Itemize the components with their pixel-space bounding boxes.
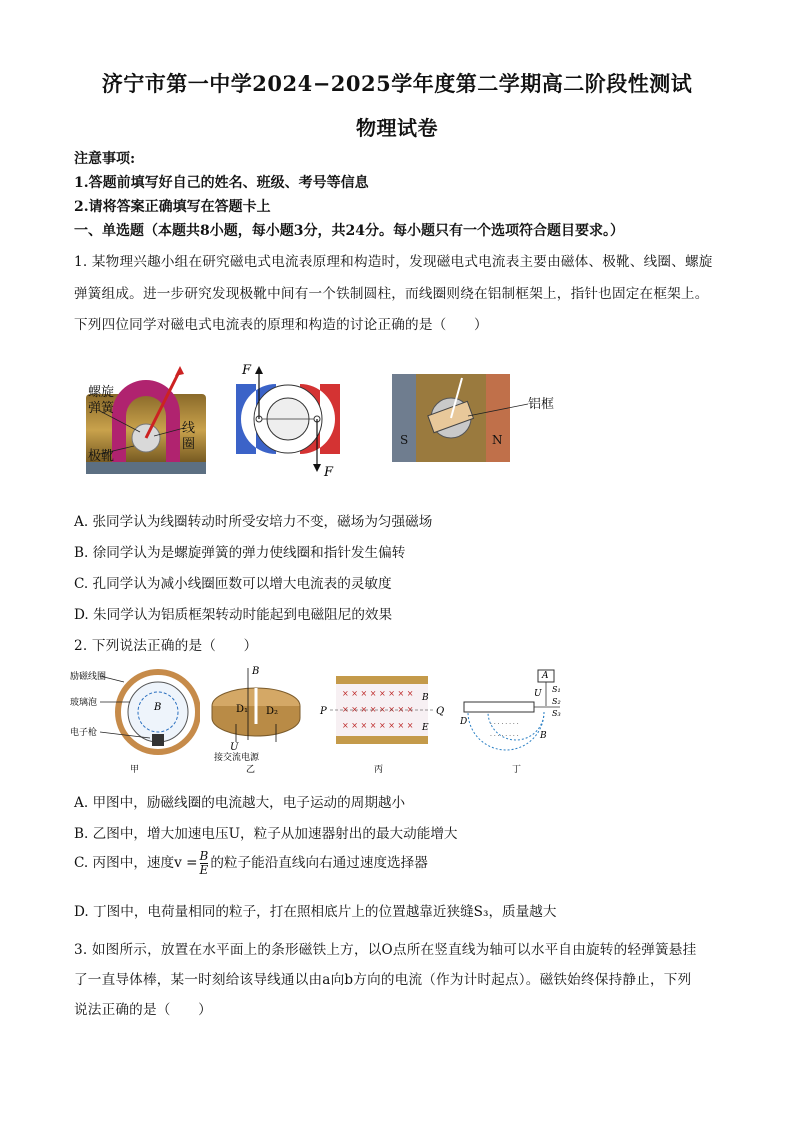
svg-text:× × × × × × × ×: × × × × × × × ×	[342, 721, 414, 730]
q2-option-c-denominator: E	[199, 863, 209, 877]
svg-text:× × × × × × × ×: × × × × × × × ×	[342, 705, 414, 714]
q1-line-3: 下列四位同学对磁电式电流表的原理和构造的讨论正确的是（ ）	[74, 317, 488, 333]
q2-bing-label-p: P	[320, 706, 327, 717]
q1-figure-radial-field	[232, 362, 344, 480]
q2-bing-label-b: B	[422, 693, 429, 703]
q1-line-2: 弹簧组成。进一步研究发现极靴中间有一个铁制圆柱，而线圈则绕在铝制框架上，指针也固定在框架上。	[74, 286, 709, 302]
q2-yi-label-d1: D₁	[236, 704, 249, 715]
notice-item-1: 1.答题前填写好自己的姓名、班级、考号等信息	[74, 175, 369, 191]
q2-figure-ding	[460, 664, 580, 776]
q2-option-a: A. 甲图中，励磁线圈的电流越大，电子运动的周期越小	[74, 795, 406, 811]
q1-label-shoe: 极靴	[88, 449, 115, 464]
notice-item-2: 2.请将答案正确填写在答题卡上	[74, 199, 271, 215]
q2-ding-caption: 丁	[512, 765, 522, 775]
q1-label-spring-1: 螺旋	[88, 385, 115, 400]
q2-option-b: B. 乙图中，增大加速电压U，粒子从加速器射出的最大动能增大	[74, 826, 458, 842]
svg-text:· · · · · · · ·: · · · · · · · ·	[490, 721, 519, 728]
q2-stem: 2. 下列说法正确的是（ ）	[74, 638, 258, 654]
q2-yi-label-b: B	[252, 666, 260, 677]
q2-jia-label-gun: 电子枪	[70, 728, 98, 738]
q3-line-2: 了一直导体棒，某一时刻给该导线通以由a向b方向的电流（作为计时起点）。磁铁始终保持静止，下列	[74, 972, 692, 988]
exam-title: 济宁市第一中学2024−2025学年度第二学期高二阶段性测试	[101, 71, 693, 96]
section-heading: 一、单选题（本题共8小题，每小题3分，共24分。每小题只有一个选项符合题目要求。）	[74, 223, 624, 239]
q2-option-c-numerator: B	[199, 849, 209, 863]
q1-figure-aluminium-frame	[390, 372, 560, 464]
q1-option-c: C. 孔同学认为减小线圈匝数可以增大电流表的灵敏度	[74, 576, 392, 592]
q1-label-frame: 铝框	[528, 397, 555, 412]
q2-figure-jia	[70, 664, 200, 776]
q2-ding-label-a: A	[542, 671, 549, 681]
q2-figure-yi	[206, 664, 310, 776]
q2-option-c-fraction	[200, 850, 209, 877]
q2-option-c	[74, 850, 428, 877]
q2-ding-label-s2: S₂	[552, 697, 561, 706]
notice-heading: 注意事项:	[74, 151, 136, 167]
q1-label-coil-1: 线	[182, 421, 196, 436]
q2-yi-label-d2: D₂	[266, 706, 279, 717]
q1-figure-ammeter	[84, 366, 210, 478]
q2-ding-label-d: D	[460, 717, 468, 727]
q1-label-coil-2: 圈	[182, 437, 196, 452]
q1-line-1: 1. 某物理兴趣小组在研究磁电式电流表原理和构造时，发现磁电式电流表主要由磁体、极靴、线圈、螺旋	[74, 254, 713, 270]
q2-ding-label-u: U	[534, 689, 542, 699]
q1-label-spring-2: 弹簧	[88, 401, 115, 416]
q2-bing-label-e: E	[422, 723, 429, 733]
q1-label-force-up: F	[242, 363, 252, 378]
q2-figure-bing	[318, 672, 446, 776]
q2-option-c-prefix: C. 丙图中，速度v =	[74, 855, 198, 871]
q2-bing-label-q: Q	[436, 706, 445, 717]
q1-label-north: N	[492, 433, 503, 447]
q1-option-d: D. 朱同学认为铝质框架转动时能起到电磁阻尼的效果	[74, 607, 393, 623]
q2-yi-label-source: 接交流电源	[214, 753, 260, 763]
q2-jia-caption: 甲	[130, 765, 140, 775]
q2-option-d: D. 丁图中，电荷量相同的粒子，打在照相底片上的位置越靠近狭缝S₃，质量越大	[74, 904, 557, 920]
q2-ding-label-s3: S₃	[552, 709, 561, 718]
q2-option-c-suffix: 的粒子能沿直线向右通过速度选择器	[210, 855, 428, 871]
q1-option-a: A. 张同学认为线圈转动时所受安培力不变，磁场为匀强磁场	[74, 514, 433, 530]
q3-line-1: 3. 如图所示，放置在水平面上的条形磁铁上方，以O点所在竖直线为轴可以水平自由旋转的轻弹簧悬挂	[74, 942, 697, 958]
q1-option-b: B. 徐同学认为是螺旋弹簧的弹力使线圈和指针发生偏转	[74, 545, 406, 561]
q2-jia-label-coil: 励磁线圈	[70, 672, 107, 682]
q2-ding-label-b: B	[540, 731, 547, 741]
q1-label-force-down: F	[324, 465, 334, 480]
svg-text:· · · · · · · ·: · · · · · · · ·	[490, 733, 519, 740]
q2-bing-caption: 丙	[374, 765, 384, 775]
exam-subtitle: 物理试卷	[356, 116, 438, 140]
q2-ding-label-s1: S₁	[552, 685, 561, 694]
svg-text:× × × × × × × ×: × × × × × × × ×	[342, 689, 414, 698]
q2-jia-label-bulb: 玻璃泡	[70, 698, 98, 708]
q2-yi-label-u: U	[230, 742, 239, 753]
q3-line-3: 说法正确的是（ ）	[74, 1002, 212, 1018]
q2-jia-label-b: B	[154, 702, 162, 713]
q2-yi-caption: 乙	[246, 765, 256, 775]
q1-label-south: S	[400, 433, 409, 447]
